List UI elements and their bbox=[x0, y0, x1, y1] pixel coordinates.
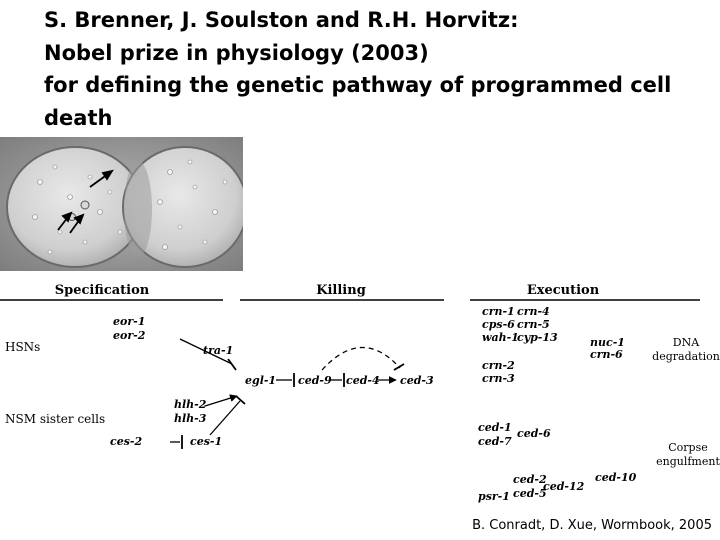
inhibition-bar bbox=[228, 359, 236, 370]
gene-ced-10: ced-10 bbox=[595, 471, 637, 484]
gene-ced-7: ced-7 bbox=[478, 435, 512, 448]
outcome-dna: DNA bbox=[672, 336, 700, 349]
gene-ced-6: ced-6 bbox=[517, 427, 551, 440]
outcome-engulfment: engulfment bbox=[656, 455, 720, 468]
gene-hlh-3: hlh-3 bbox=[174, 412, 207, 425]
gene-crn-6: crn-6 bbox=[590, 348, 623, 361]
gene-ces-1: ces-1 bbox=[190, 435, 223, 448]
inhibition-bar bbox=[394, 364, 404, 370]
gene-crn-3: crn-3 bbox=[482, 372, 515, 385]
gene-crn-2: crn-2 bbox=[482, 359, 515, 372]
gene-eor-2: eor-2 bbox=[113, 329, 146, 342]
outcome-corpse: Corpse bbox=[668, 441, 708, 454]
gene-ces-2: ces-2 bbox=[110, 435, 143, 448]
header-killing: Killing bbox=[316, 283, 366, 298]
gene-nuc-1: nuc-1 bbox=[590, 336, 625, 349]
gene-tra-1: tra-1 bbox=[203, 344, 234, 357]
gene-egl-1: egl-1 bbox=[245, 374, 277, 387]
citation: B. Conradt, D. Xue, Wormbook, 2005 bbox=[472, 518, 712, 533]
inhibition-bar bbox=[236, 396, 245, 404]
gene-ced-9: ced-9 bbox=[298, 374, 332, 387]
title-line-4: death bbox=[44, 105, 113, 130]
cell-label-nsm: NSM sister cells bbox=[5, 412, 106, 426]
slide-title bbox=[44, 4, 714, 134]
header-specification: Specification bbox=[54, 283, 150, 298]
gene-ced-2: ced-2 bbox=[513, 473, 547, 486]
gene-ced-3: ced-3 bbox=[400, 374, 434, 387]
activation-edge bbox=[205, 396, 237, 406]
outcome-degradation: degradation bbox=[652, 350, 720, 363]
header-execution: Execution bbox=[526, 283, 600, 298]
inhibition-edge bbox=[210, 401, 240, 435]
gene-ced-4: ced-4 bbox=[346, 374, 380, 387]
gene-ced-1: ced-1 bbox=[478, 421, 512, 434]
genetic-pathway-diagram bbox=[0, 278, 720, 510]
gene-hlh-2: hlh-2 bbox=[174, 398, 207, 411]
title-line-1: S. Brenner, J. Soulston and R.H. Horvitz: bbox=[44, 8, 519, 32]
embryo-micrograph bbox=[0, 137, 243, 271]
embryo-micrograph-image bbox=[0, 137, 243, 271]
title-line-2: Nobel prize in physiology (2003) bbox=[44, 40, 429, 65]
dashed-inhibition-edge bbox=[322, 347, 400, 370]
gene-cps-6: cps-6 bbox=[482, 318, 515, 331]
gene-eor-1: eor-1 bbox=[113, 315, 146, 328]
gene-crn-5: crn-5 bbox=[517, 318, 550, 331]
gene-ced-12: ced-12 bbox=[543, 480, 585, 493]
gene-ced-5: ced-5 bbox=[513, 487, 547, 500]
title-line-3: for defining the genetic pathway of programmed cell bbox=[44, 73, 672, 97]
gene-crn-4: crn-4 bbox=[517, 305, 550, 318]
cell-label-hsns: HSNs bbox=[5, 340, 41, 354]
gene-psr-1: psr-1 bbox=[478, 490, 510, 503]
gene-crn-1: crn-1 bbox=[482, 305, 515, 318]
gene-wah-1: wah-1 bbox=[482, 331, 519, 344]
gene-cyp-13: cyp-13 bbox=[517, 331, 558, 344]
